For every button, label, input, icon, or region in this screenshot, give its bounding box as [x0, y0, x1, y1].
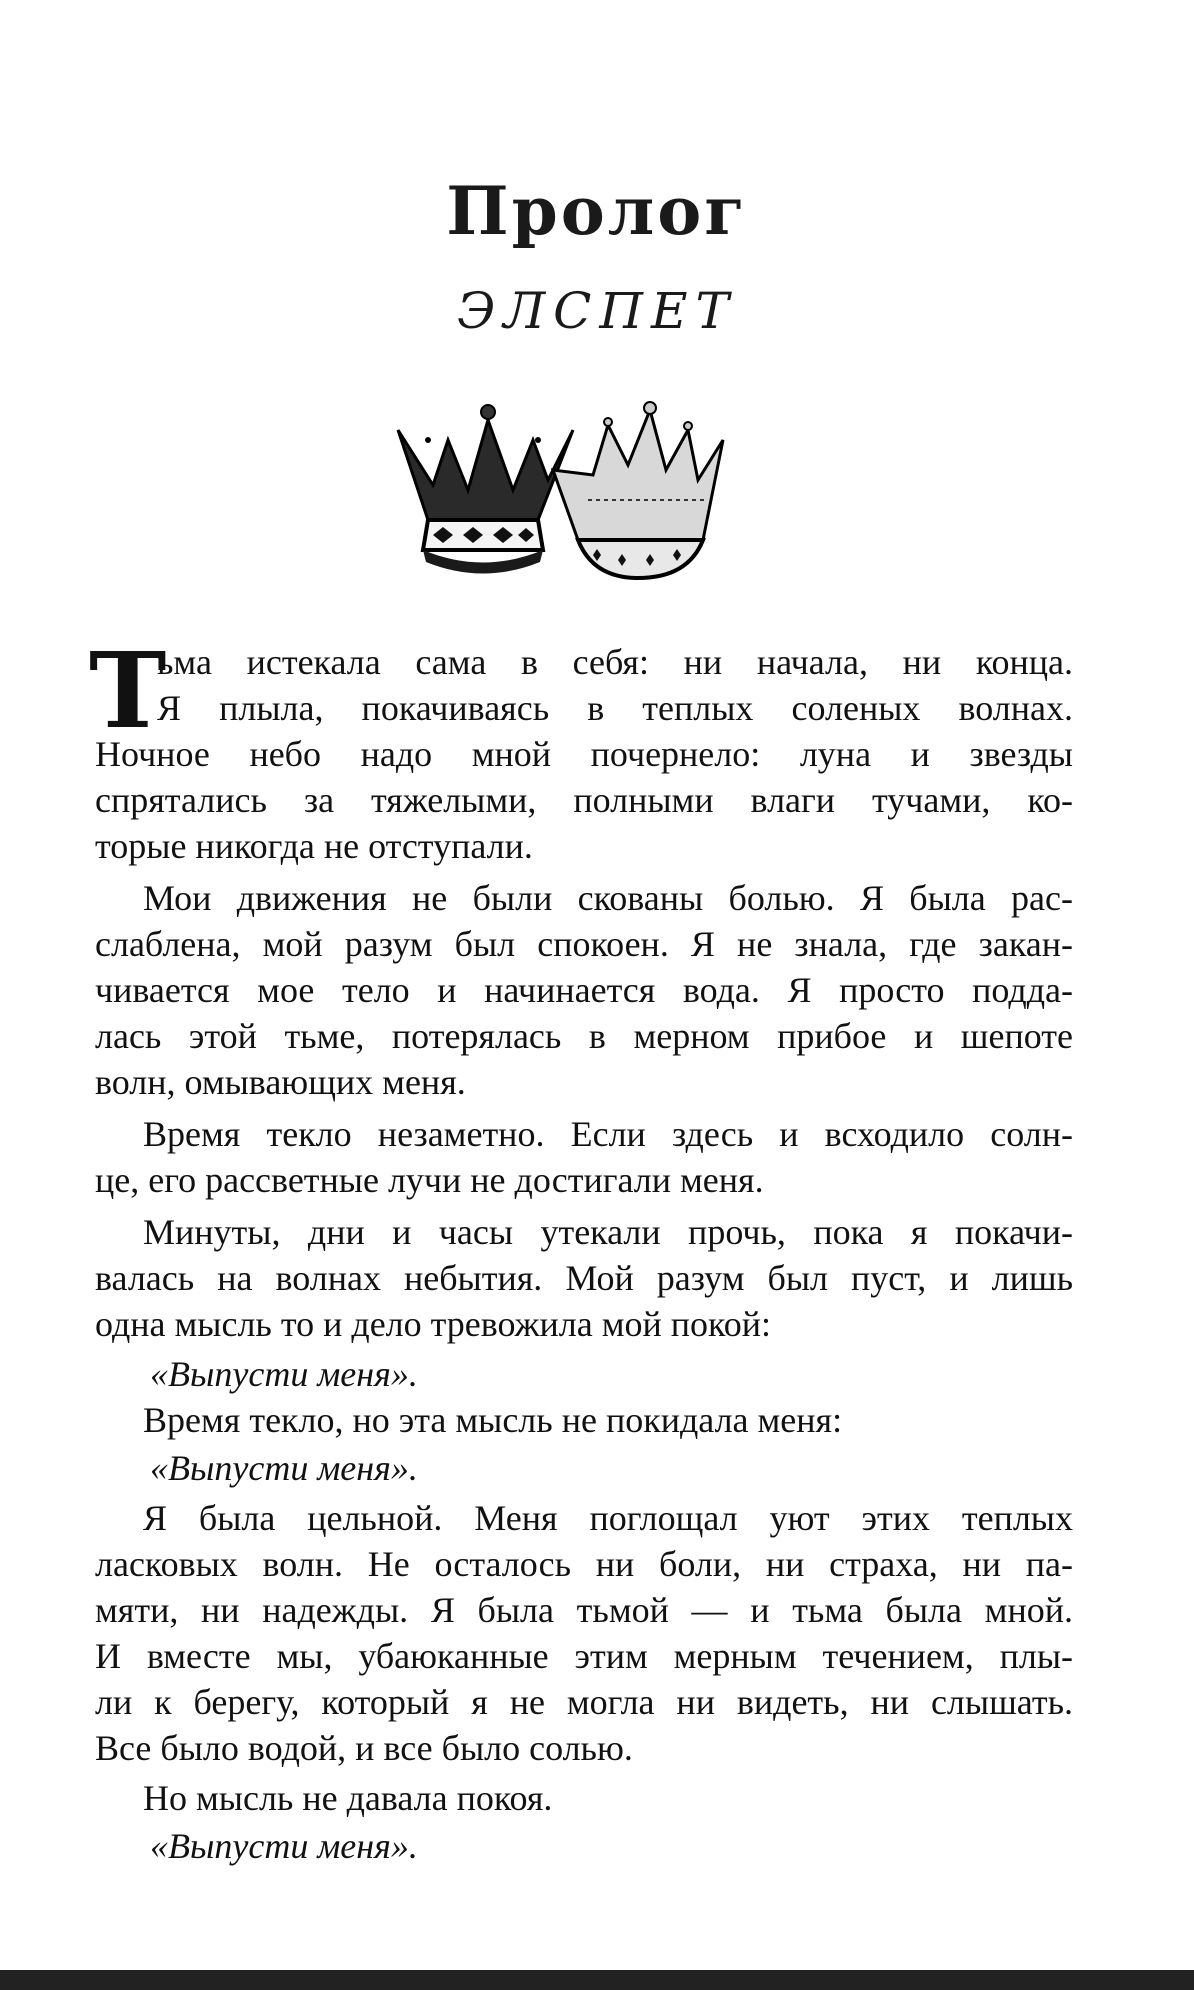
text-line: Но мысль не давала покоя.	[143, 1778, 553, 1818]
text-line: Я была цельной. Меня поглощал уют этих теплых	[143, 1498, 1073, 1538]
text-line: Время текло, но эта мысль не покидала меня:	[143, 1400, 843, 1440]
text-line: Минуты, дни и часы утекали прочь, пока я покачи-	[143, 1212, 1073, 1252]
text-line: Я плыла, покачиваясь в теплых соленых волнах.	[157, 688, 1073, 728]
text-line: Мои движения не были скованы болью. Я была рас-	[143, 878, 1073, 918]
light-crown-icon	[553, 402, 723, 578]
text-line: Время текло незаметно. Если здесь и всходило солн-	[143, 1114, 1073, 1154]
text-line: слаблена, мой разум был спокоен. Я не знала, где закан-	[95, 924, 1073, 964]
text-line: торые никогда не отступали.	[95, 826, 533, 866]
text-line: спрятались за тяжелыми, полными влаги тучами, ко-	[95, 780, 1073, 820]
italic-quote: «Выпусти меня».	[150, 1448, 418, 1488]
text-line: ласковых волн. Не осталось ни боли, ни страха, ни па-	[95, 1544, 1073, 1584]
text-line: лась этой тьме, потерялась в мерном прибое и шепоте	[95, 1016, 1073, 1056]
page-bottom-edge	[0, 1970, 1194, 1990]
text-line: Ночное небо надо мной почернело: луна и звезды	[95, 734, 1073, 774]
italic-quote: «Выпусти меня».	[150, 1354, 418, 1394]
text-line: ли к берегу, который я не могла ни видеть, ни слышать.	[95, 1682, 1073, 1722]
chapter-title: Пролог	[446, 172, 748, 250]
text-line: валась на волнах небытия. Мой разум был пуст, и лишь	[95, 1258, 1073, 1298]
text-line: мяти, ни надежды. Я была тьмой — и тьма была мной.	[95, 1590, 1073, 1630]
text-line: чивается мое тело и начинается вода. Я просто подда-	[95, 970, 1073, 1010]
text-line: волн, омывающих меня.	[95, 1062, 466, 1102]
drop-cap: Т	[89, 629, 167, 752]
italic-quote: «Выпусти меня».	[150, 1826, 418, 1866]
text-line: це, его рассветные лучи не достигали меня.	[95, 1160, 764, 1200]
text-line: И вместе мы, убаюканные этим мерным течением, плы-	[95, 1636, 1073, 1676]
text-line: одна мысль то и дело тревожила мой покой:	[95, 1304, 771, 1344]
chapter-subtitle: ЭЛСПЕТ	[457, 282, 737, 340]
two-crowns-icon	[388, 400, 728, 580]
text-line: ьма истекала сама в себя: ни начала, ни конца.	[157, 642, 1073, 682]
text-line: Все было водой, и все было солью.	[95, 1728, 633, 1768]
dark-crown-icon	[398, 405, 573, 574]
